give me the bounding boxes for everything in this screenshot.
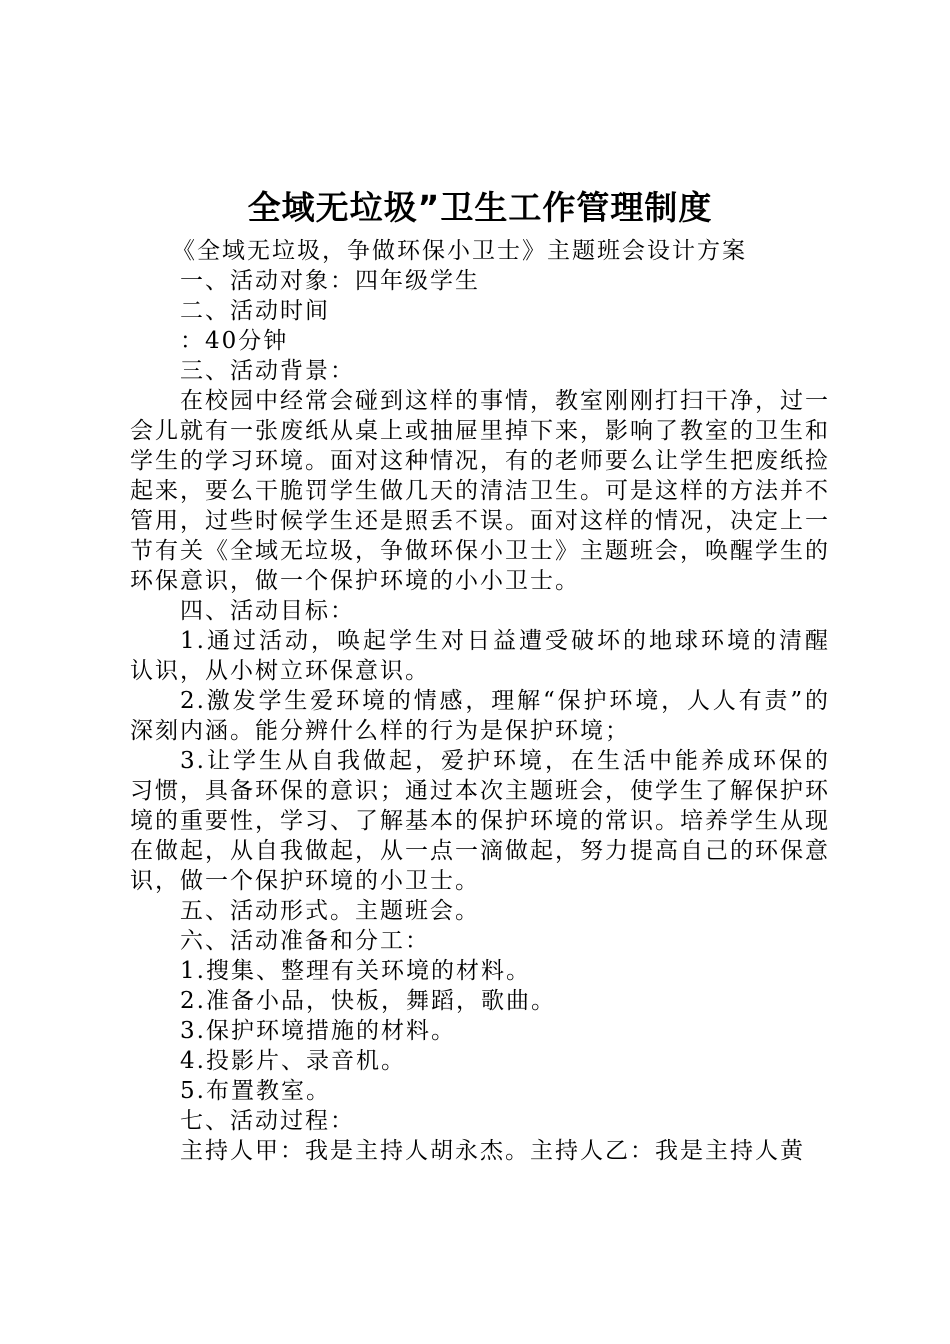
document-title: 全域无垃圾”卫生工作管理制度 (247, 188, 713, 227)
prep-item-4: 4.投影片、录音机。 (180, 1048, 406, 1074)
goal-item-2: 2.激发学生爱环境的情感，理解“保护环境，人人有责”的深刻内涵。能分辨什么样的行为是保护环境； (130, 688, 830, 744)
section-heading-goals: 四、活动目标： (180, 598, 355, 624)
section-heading-target: 一、活动对象：四年级学生 (180, 268, 480, 294)
section-heading-process: 七、活动过程： (180, 1108, 355, 1134)
document-subtitle: 《全域无垃圾，争做环保小卫士》主题班会设计方案 (172, 238, 747, 264)
goal-item-3: 3.让学生从自我做起，爱护环境，在生活中能养成环保的习惯，具备环保的意识；通过本次主题班会，使学生了解保护环境的重要性，学习、了解基本的保护环境的常识。培养学生从现在做起，从自我做起，从一点一滴做起，努力提高自己的环保意识，做一个保护环境的小卫士。 (130, 748, 830, 894)
document-page (130, 180, 830, 1166)
section-heading-background: 三、活动背景： (180, 358, 355, 384)
time-duration: ：40分钟 (180, 328, 289, 354)
goal-item-1: 1.通过活动，唤起学生对日益遭受破坏的地球环境的清醒认识，从小树立环保意识。 (130, 628, 830, 684)
prep-item-3: 3.保护环境措施的材料。 (180, 1018, 456, 1044)
prep-item-2: 2.准备小品，快板，舞蹈，歌曲。 (180, 988, 556, 1014)
background-paragraph: 在校园中经常会碰到这样的事情，教室刚刚打扫干净，过一会儿就有一张废纸从桌上或抽屉里掉下来，影响了教室的卫生和学生的学习环境。面对这种情况，有的老师要么让学生把废纸捡起来，要么干脆罚学生做几天的清洁卫生。可是这样的方法并不管用，过些时候学生还是照丢不误。面对这样的情况，决定上一节有关《全域无垃圾，争做环保小卫士》主题班会，唤醒学生的环保意识，做一个保护环境的小小卫士。 (130, 388, 830, 594)
prep-item-1: 1.搜集、整理有关环境的材料。 (180, 958, 531, 984)
prep-item-5: 5.布置教室。 (180, 1078, 331, 1104)
process-paragraph: 主持人甲：我是主持人胡永杰。主持人乙：我是主持人黄 (180, 1138, 805, 1164)
section-heading-preparation: 六、活动准备和分工： (180, 928, 430, 954)
section-heading-format: 五、活动形式。主题班会。 (180, 898, 480, 924)
section-heading-time: 二、活动时间 (180, 298, 330, 324)
